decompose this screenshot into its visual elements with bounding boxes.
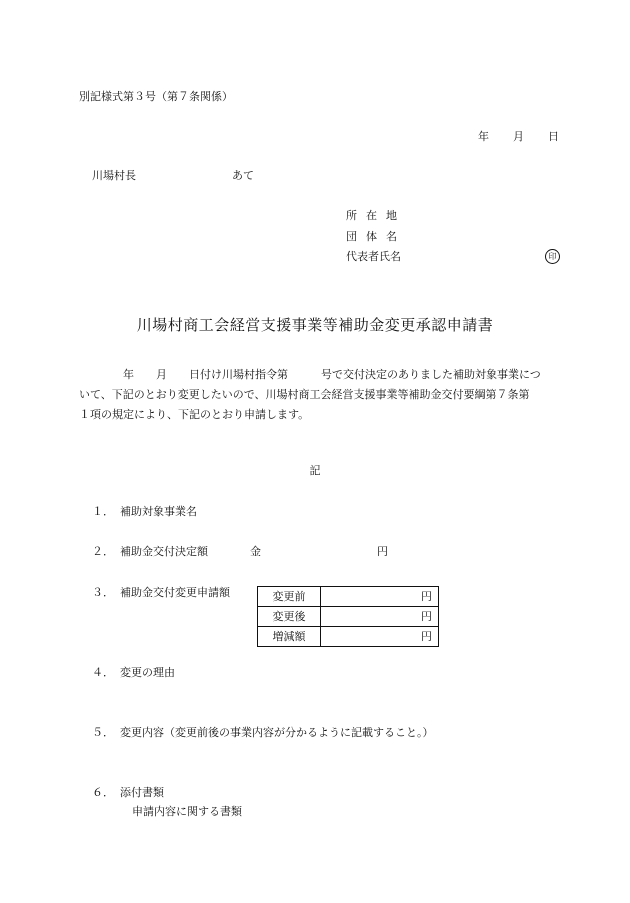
body-line-2: いて、下記のとおり変更したいので、川場村商工会経営支援事業等補助金交付要綱第７条第 [79, 388, 530, 401]
row-value-difference: 円 [321, 627, 439, 647]
item-target-project [92, 506, 197, 517]
addressee-name: 川場村長 [92, 169, 136, 182]
body-paragraph [79, 365, 564, 425]
applicant-organization-label: 団体名 [346, 230, 406, 243]
item-number: ６． [92, 786, 114, 799]
row-value-before: 円 [321, 587, 439, 607]
item-change-details [92, 727, 434, 738]
attachment-entry: 申請内容に関する書類 [132, 805, 242, 818]
date-day-label: 日 [548, 130, 559, 143]
item-number: ４． [92, 666, 114, 679]
date-month-label: 月 [513, 130, 524, 143]
item-change-reason [92, 667, 175, 678]
table-row [258, 607, 439, 627]
decision-amount-prefix: 金 [250, 545, 261, 558]
date-year-label: 年 [478, 130, 489, 143]
item-decision-amount [92, 546, 208, 557]
row-label-difference: 増減額 [258, 627, 321, 647]
item-label: 変更内容（変更前後の事業内容が分かるように記載すること。） [120, 726, 434, 739]
item-number: １． [92, 505, 114, 518]
table-row [258, 587, 439, 607]
item-label: 補助金交付決定額 [120, 545, 208, 558]
row-value-after: 円 [321, 607, 439, 627]
item-label: 添付書類 [120, 786, 164, 799]
applicant-representative-label: 代表者氏名 [346, 250, 401, 263]
body-line-3: １項の規定により、下記のとおり申請します。 [79, 408, 310, 421]
row-label-before: 変更前 [258, 587, 321, 607]
row-label-after: 変更後 [258, 607, 321, 627]
item-number: ５． [92, 726, 114, 739]
decision-amount-unit: 円 [377, 545, 388, 558]
item-number: ３． [92, 586, 114, 599]
item-attachments [92, 787, 164, 798]
item-label: 補助対象事業名 [120, 505, 197, 518]
applicant-address-label: 所在地 [346, 209, 406, 222]
table-row [258, 627, 439, 647]
document-title: 川場村商工会経営支援事業等補助金変更承認申請書 [136, 316, 494, 334]
item-number: ２． [92, 545, 114, 558]
body-line-1: 年 月 日付け川場村指令第 号で交付決定のありました補助対象事業につ [79, 368, 541, 381]
change-amount-table [257, 586, 439, 647]
seal-mark: 印 [545, 249, 560, 264]
item-change-amount [92, 587, 230, 598]
record-heading: 記 [309, 464, 321, 477]
item-label: 補助金交付変更申請額 [120, 586, 230, 599]
addressee-suffix: あて [232, 169, 254, 182]
form-number: 別記様式第３号（第７条関係） [79, 90, 233, 103]
item-label: 変更の理由 [120, 666, 175, 679]
